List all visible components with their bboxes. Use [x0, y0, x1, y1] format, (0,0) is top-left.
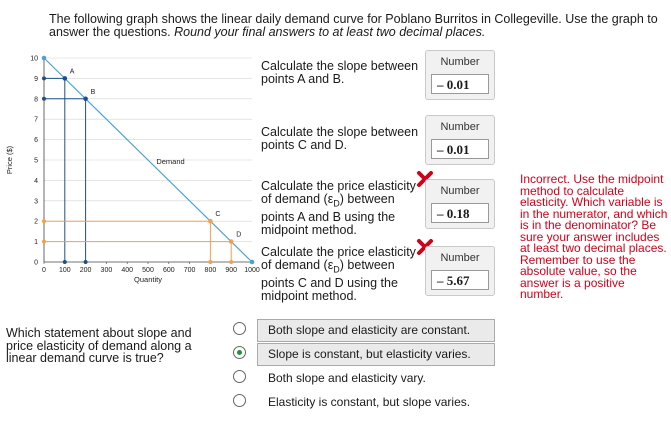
point-label-d: D	[236, 231, 242, 239]
point-label-c: C	[215, 211, 221, 219]
chart-grid	[44, 58, 252, 242]
number-label: Number	[440, 56, 480, 68]
answer-box-elasticity-ab	[425, 179, 495, 229]
axis-marker	[42, 97, 46, 101]
axis-marker	[42, 76, 46, 80]
x-tick-label: 200	[79, 267, 92, 274]
feedback-message: Incorrect. Use the midpoint method to calculate elasticity. Which variable is in the numerator, and which is in the denominator? Be sure your answer includes at least two decimal places. Remember to use the absolute value, so the answer is a positive number.	[520, 172, 668, 301]
option-label[interactable]: Elasticity is constant, but slope varies.	[268, 395, 471, 409]
x-tick-label: 700	[183, 267, 196, 274]
point-d	[229, 239, 234, 244]
number-label: Number	[440, 185, 480, 197]
question-text-pre: Calculate the price elasticity of demand (ε	[261, 179, 416, 206]
question-text-sub: D	[333, 198, 340, 209]
x-tick-label: 100	[58, 267, 71, 274]
y-tick-label: 3	[34, 198, 38, 206]
x-tick-label: 0	[42, 267, 46, 274]
y-tick-label: 9	[34, 75, 38, 83]
y-tick-label: 1	[34, 239, 38, 247]
question-slope-ab: Calculate the slope between points A and B.	[261, 59, 419, 86]
radio-button[interactable]	[233, 322, 246, 335]
intro-text	[49, 13, 659, 39]
axis-marker	[84, 260, 88, 264]
y-tick-label: 8	[34, 96, 38, 104]
x-tick-label: 300	[100, 267, 113, 274]
question-text-post: ) between points A and B using the midpoint method.	[261, 192, 396, 237]
option-label[interactable]: Both slope and elasticity vary.	[268, 371, 426, 385]
answer-box-slope-cd	[425, 115, 495, 165]
demand-endpoint	[250, 260, 255, 265]
x-tick-label: 900	[225, 267, 238, 274]
x-tick-label: 600	[162, 267, 175, 274]
x-tick-label: 400	[121, 267, 134, 274]
point-c	[208, 219, 213, 224]
demand-chart	[0, 52, 262, 292]
y-tick-label: 10	[30, 55, 38, 63]
y-tick-label: 5	[34, 157, 38, 165]
y-tick-label: 4	[34, 177, 38, 185]
answer-input-slope-cd[interactable]: – 0.01	[431, 139, 489, 159]
point-a	[63, 76, 68, 81]
demand-endpoint	[42, 56, 47, 61]
answer-input-slope-ab[interactable]: – 0.01	[431, 74, 489, 94]
point-label-a: A	[69, 68, 75, 76]
y-tick-label: 2	[34, 218, 38, 226]
y-tick-label: 0	[34, 259, 38, 267]
answer-box-elasticity-cd	[425, 246, 495, 296]
question-text-sub: D	[333, 264, 340, 275]
y-tick-label: 6	[34, 137, 38, 145]
radio-button[interactable]	[233, 394, 246, 407]
x-tick-label: 800	[204, 267, 217, 274]
question-slope-cd: Calculate the slope between points C and D.	[261, 125, 419, 152]
demand-curve-label: Demand	[156, 157, 185, 167]
axis-marker	[42, 240, 46, 244]
point-b	[83, 97, 88, 102]
answer-box-slope-ab	[425, 50, 495, 100]
answer-input-elasticity-ab[interactable]: – 0.18	[431, 203, 489, 223]
axis-marker	[229, 260, 233, 264]
x-axis-label: Quantity	[134, 275, 162, 284]
radio-button-selected[interactable]	[233, 346, 246, 359]
y-axis-label: Price ($)	[5, 145, 14, 175]
axis-marker	[63, 260, 67, 264]
number-label: Number	[440, 252, 480, 264]
axis-marker	[42, 219, 46, 223]
option-label[interactable]: Both slope and elasticity are constant.	[257, 319, 495, 342]
intro-emphasis: Round your final answers to at least two decimal places.	[174, 25, 486, 39]
answer-input-elasticity-cd[interactable]: – 5.67	[431, 270, 489, 290]
number-label: Number	[440, 121, 480, 133]
x-tick-label: 1000	[244, 267, 260, 274]
x-tick-label: 500	[142, 267, 154, 274]
point-label-b: B	[90, 88, 96, 96]
question-text-post: ) between points C and D using the midpoint method.	[261, 258, 398, 303]
y-tick-label: 7	[34, 116, 38, 124]
option-label[interactable]: Slope is constant, but elasticity varies.	[257, 343, 495, 366]
chart-guides	[44, 78, 231, 262]
question-elasticity-cd	[261, 246, 421, 303]
question-elasticity-ab	[261, 180, 421, 237]
intro-main: The following graph shows the linear daily demand curve for Poblano Burritos in Collegeville. Use the graph to answer the questions.	[49, 12, 658, 39]
axis-marker	[208, 260, 212, 264]
mcq-question: Which statement about slope and price elasticity of demand along a linear demand curve is true?	[6, 326, 192, 365]
radio-button[interactable]	[233, 370, 246, 383]
question-text-pre: Calculate the price elasticity of demand (ε	[261, 245, 416, 272]
